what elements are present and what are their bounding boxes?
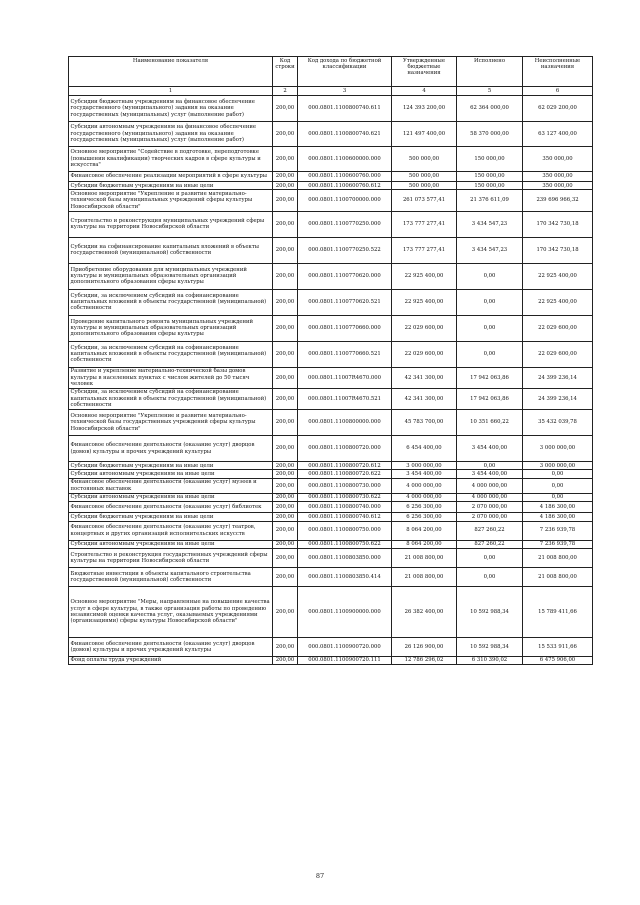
cell-approved: 500 000,00 (392, 147, 457, 172)
cell-line-code: 200,00 (273, 540, 298, 548)
report-sheet (68, 56, 592, 665)
cell-line-code: 200,00 (273, 502, 298, 513)
cell-indicator-name: Субсидии бюджетным учреждениям на иные цели (69, 182, 273, 190)
cell-indicator-name: Субсидии автономным учреждениям на иные цели (69, 470, 273, 478)
cell-unexecuted: 350 000,00 (523, 147, 593, 172)
table-row (69, 367, 593, 388)
cell-approved: 45 783 700,00 (392, 410, 457, 436)
cell-classification-code: 000.0801.1100900000.000 (298, 586, 392, 637)
cell-classification-code: 000.0801.1100800730.000 (298, 478, 392, 493)
cell-approved: 12 786 296,02 (392, 656, 457, 664)
cell-unexecuted: 21 008 800,00 (523, 548, 593, 567)
column-number: 4 (392, 87, 457, 96)
table-body (69, 96, 593, 665)
cell-line-code: 200,00 (273, 315, 298, 341)
cell-line-code: 200,00 (273, 388, 298, 409)
cell-unexecuted: 0,00 (523, 470, 593, 478)
cell-line-code: 200,00 (273, 367, 298, 388)
cell-line-code: 200,00 (273, 96, 298, 122)
cell-executed: 4 000 000,00 (457, 478, 523, 493)
cell-approved: 6 454 400,00 (392, 436, 457, 462)
cell-approved: 124 393 200,00 (392, 96, 457, 122)
table-row (69, 341, 593, 367)
cell-indicator-name: Основное мероприятие "Меры, направленные на повышение качества услуг в сфере культуры, в также организация работы по проведению независимой оценки качества услуг, оказываемых учреждениями (организациями) сферы культуры Новосибирской области" (69, 586, 273, 637)
cell-classification-code: 000.0801.1100800740.612 (298, 513, 392, 521)
cell-approved: 121 497 400,00 (392, 122, 457, 147)
cell-line-code: 200,00 (273, 493, 298, 501)
cell-executed: 2 070 000,00 (457, 513, 523, 521)
cell-unexecuted: 350 000,00 (523, 182, 593, 190)
cell-classification-code: 000.0801.1100800720.612 (298, 462, 392, 470)
cell-classification-code: 000.0801.1100600000.000 (298, 147, 392, 172)
cell-approved: 21 008 800,00 (392, 567, 457, 586)
cell-executed: 10 351 660,22 (457, 410, 523, 436)
cell-classification-code: 000.0801.1100770660.521 (298, 341, 392, 367)
cell-executed: 0,00 (457, 315, 523, 341)
table-row (69, 182, 593, 190)
cell-classification-code: 000.0801.1100900720.000 (298, 637, 392, 656)
column-number: 1 (69, 87, 273, 96)
cell-approved: 6 256 300,00 (392, 513, 457, 521)
table-row (69, 263, 593, 289)
header-approved-appropriations: Утвержденные бюджетные назначения (392, 57, 457, 87)
cell-line-code: 200,00 (273, 122, 298, 147)
cell-classification-code: 000.0801.1100900720.111 (298, 656, 392, 664)
cell-line-code: 200,00 (273, 586, 298, 637)
cell-unexecuted: 22 925 400,00 (523, 263, 593, 289)
cell-indicator-name: Развитие и укрепление материально-технической базы домов культуры в населенных пунктах с числом жителей до 50 тысяч человек (69, 367, 273, 388)
cell-unexecuted: 21 008 800,00 (523, 567, 593, 586)
cell-classification-code: 000.0801.1100800740.621 (298, 122, 392, 147)
cell-executed: 0,00 (457, 462, 523, 470)
header-line-code: Код строки (273, 57, 298, 87)
cell-unexecuted: 22 925 400,00 (523, 289, 593, 315)
cell-indicator-name: Финансовое обеспечение деятельности (оказание услуг) музеев и постоянных выставок (69, 478, 273, 493)
cell-classification-code: 000.0801.1100800740.611 (298, 96, 392, 122)
cell-indicator-name: Субсидии, за исключением субсидий на софинансирование капитальных вложений в объекты государственной (муниципальной) собственности (69, 341, 273, 367)
cell-unexecuted: 24 399 236,14 (523, 388, 593, 409)
cell-classification-code: 000.0801.1100600760.612 (298, 182, 392, 190)
table-row (69, 470, 593, 478)
page-number: 87 (315, 872, 325, 880)
cell-line-code: 200,00 (273, 567, 298, 586)
table-row (69, 540, 593, 548)
header-unexecuted-appropriations: Неисполненные назначения (523, 57, 593, 87)
cell-unexecuted: 22 029 600,00 (523, 341, 593, 367)
table-row (69, 513, 593, 521)
cell-executed: 150 000,00 (457, 147, 523, 172)
cell-unexecuted: 22 029 600,00 (523, 315, 593, 341)
cell-classification-code: 000.0801.11007R4670.000 (298, 367, 392, 388)
table-row (69, 493, 593, 501)
cell-approved: 8 064 200,00 (392, 540, 457, 548)
cell-approved: 42 341 300,00 (392, 367, 457, 388)
cell-indicator-name: Субсидии на софинансирование капитальных вложений в объекты государственной (муниципальной) собственности (69, 237, 273, 263)
cell-approved: 500 000,00 (392, 182, 457, 190)
table-row (69, 478, 593, 493)
cell-indicator-name: Субсидии бюджетным учреждениям на финансовое обеспечение государственного (муниципального) задания на оказание государственных (муниципальных) услуг (выполнение работ) (69, 96, 273, 122)
cell-indicator-name: Субсидии автономным учреждениям на иные цели (69, 540, 273, 548)
table-row (69, 586, 593, 637)
cell-unexecuted: 63 127 400,00 (523, 122, 593, 147)
cell-executed: 827 260,22 (457, 540, 523, 548)
cell-classification-code: 000.0801.1100803850.414 (298, 567, 392, 586)
cell-classification-code: 000.0801.1100700000.000 (298, 190, 392, 211)
cell-executed: 150 000,00 (457, 172, 523, 182)
cell-classification-code: 000.0801.1100800750.622 (298, 540, 392, 548)
table-row (69, 122, 593, 147)
column-number: 3 (298, 87, 392, 96)
table-row (69, 388, 593, 409)
cell-line-code: 200,00 (273, 289, 298, 315)
cell-approved: 22 029 600,00 (392, 341, 457, 367)
cell-approved: 21 008 800,00 (392, 548, 457, 567)
column-number: 5 (457, 87, 523, 96)
table-row (69, 637, 593, 656)
cell-indicator-name: Основное мероприятие "Укрепление и развитие материально-технической базы государственных учреждений сферы культуры Новосибирской области" (69, 410, 273, 436)
cell-unexecuted: 24 399 236,14 (523, 367, 593, 388)
column-number: 2 (273, 87, 298, 96)
column-number-row (69, 87, 593, 96)
cell-unexecuted: 3 000 000,00 (523, 436, 593, 462)
cell-indicator-name: Проведение капитального ремонта муниципальных учреждений культуры и муниципальных образовательных организаций дополнительного образования сферы культуры (69, 315, 273, 341)
cell-executed: 150 000,00 (457, 182, 523, 190)
cell-executed: 4 000 000,00 (457, 493, 523, 501)
cell-executed: 3 454 400,00 (457, 436, 523, 462)
cell-executed: 3 434 547,23 (457, 237, 523, 263)
header-indicator-name: Наименование показателя (69, 57, 273, 87)
cell-unexecuted: 4 186 300,00 (523, 502, 593, 513)
cell-executed: 2 070 000,00 (457, 502, 523, 513)
table-row (69, 502, 593, 513)
cell-line-code: 200,00 (273, 637, 298, 656)
cell-classification-code: 000.0801.1100770620.521 (298, 289, 392, 315)
cell-classification-code: 000.0801.1100770250.522 (298, 237, 392, 263)
cell-executed: 0,00 (457, 567, 523, 586)
table-row (69, 96, 593, 122)
cell-approved: 173 777 277,41 (392, 237, 457, 263)
cell-executed: 3 454 400,00 (457, 470, 523, 478)
cell-executed: 21 376 611,09 (457, 190, 523, 211)
cell-executed: 0,00 (457, 289, 523, 315)
cell-indicator-name: Субсидии бюджетным учреждениям на иные цели (69, 513, 273, 521)
cell-approved: 4 000 000,00 (392, 478, 457, 493)
cell-unexecuted: 350 000,00 (523, 172, 593, 182)
cell-indicator-name: Строительство и реконструкция муниципальных учреждений сферы культуры на территории Новосибирской области (69, 211, 273, 237)
table-row (69, 521, 593, 540)
cell-approved: 173 777 277,41 (392, 211, 457, 237)
cell-indicator-name: Финансовое обеспечение деятельности (оказание услуг) библиотек (69, 502, 273, 513)
cell-executed: 3 434 547,23 (457, 211, 523, 237)
cell-indicator-name: Субсидии бюджетным учреждениям на иные цели (69, 462, 273, 470)
cell-classification-code: 000.0801.1100600760.000 (298, 172, 392, 182)
table-row (69, 190, 593, 211)
cell-line-code: 200,00 (273, 263, 298, 289)
cell-approved: 8 064 200,00 (392, 521, 457, 540)
cell-indicator-name: Финансовое обеспечение деятельности (оказание услуг) театров, концертных и других организаций исполнительских искусств (69, 521, 273, 540)
cell-approved: 26 382 400,00 (392, 586, 457, 637)
table-row (69, 315, 593, 341)
table-row (69, 289, 593, 315)
cell-unexecuted: 62 029 200,00 (523, 96, 593, 122)
cell-executed: 17 942 063,86 (457, 388, 523, 409)
cell-unexecuted: 3 000 000,00 (523, 462, 593, 470)
cell-classification-code: 000.0801.1100800730.622 (298, 493, 392, 501)
table-row (69, 548, 593, 567)
cell-approved: 500 000,00 (392, 172, 457, 182)
cell-indicator-name: Фонд оплаты труда учреждений (69, 656, 273, 664)
cell-line-code: 200,00 (273, 462, 298, 470)
cell-unexecuted: 0,00 (523, 493, 593, 501)
cell-classification-code: 000.0801.1100800720.622 (298, 470, 392, 478)
cell-indicator-name: Строительство и реконструкция государственных учреждений сферы культуры на территории Новосибирской области (69, 548, 273, 567)
cell-executed: 10 592 988,34 (457, 586, 523, 637)
table-row (69, 436, 593, 462)
cell-executed: 0,00 (457, 548, 523, 567)
cell-line-code: 200,00 (273, 410, 298, 436)
cell-classification-code: 000.0801.1100770620.000 (298, 263, 392, 289)
cell-approved: 22 925 400,00 (392, 289, 457, 315)
cell-executed: 17 942 063,86 (457, 367, 523, 388)
cell-unexecuted: 170 342 730,18 (523, 237, 593, 263)
cell-approved: 22 029 600,00 (392, 315, 457, 341)
cell-unexecuted: 7 236 939,78 (523, 521, 593, 540)
cell-approved: 4 000 000,00 (392, 493, 457, 501)
table-header-row (69, 57, 593, 87)
cell-executed: 62 364 000,00 (457, 96, 523, 122)
header-budget-classification-code: Код дохода по бюджетной классификации (298, 57, 392, 87)
cell-classification-code: 000.0801.1100770660.000 (298, 315, 392, 341)
cell-unexecuted: 15 533 911,66 (523, 637, 593, 656)
cell-indicator-name: Основное мероприятие "Содействие в подготовке, переподготовке (повышении квалификации) творческих кадров в сфере культуры и искусства" (69, 147, 273, 172)
cell-line-code: 200,00 (273, 478, 298, 493)
cell-line-code: 200,00 (273, 548, 298, 567)
cell-line-code: 200,00 (273, 521, 298, 540)
cell-unexecuted: 239 696 966,32 (523, 190, 593, 211)
cell-indicator-name: Приобретение оборудования для муниципальных учреждений культуры и муниципальных образовательных организаций дополнительного образования сферы культуры (69, 263, 273, 289)
cell-indicator-name: Субсидии автономным учреждениям на иные цели (69, 493, 273, 501)
cell-unexecuted: 35 432 039,78 (523, 410, 593, 436)
cell-unexecuted: 0,00 (523, 478, 593, 493)
cell-line-code: 200,00 (273, 341, 298, 367)
cell-approved: 3 454 400,00 (392, 470, 457, 478)
cell-classification-code: 000.0801.1100803850.000 (298, 548, 392, 567)
cell-indicator-name: Основное мероприятие "Укрепление и развитие материально-технической базы муниципальных учреждений сферы культуры Новосибирской области" (69, 190, 273, 211)
cell-unexecuted: 7 236 939,78 (523, 540, 593, 548)
table-row (69, 656, 593, 664)
cell-executed: 58 370 000,00 (457, 122, 523, 147)
cell-approved: 26 126 900,00 (392, 637, 457, 656)
header-executed: Исполнено (457, 57, 523, 87)
cell-classification-code: 000.0801.1100800750.000 (298, 521, 392, 540)
budget-execution-table (68, 56, 593, 665)
cell-classification-code: 000.0801.1100800000.000 (298, 410, 392, 436)
cell-unexecuted: 170 342 730,18 (523, 211, 593, 237)
cell-line-code: 200,00 (273, 172, 298, 182)
cell-indicator-name: Финансовое обеспечение реализации мероприятий в сфере культуры (69, 172, 273, 182)
cell-indicator-name: Субсидии, за исключением субсидий на софинансирование капитальных вложений в объекты государственной (муниципальной) собственности (69, 289, 273, 315)
table-row (69, 462, 593, 470)
cell-line-code: 200,00 (273, 237, 298, 263)
table-row (69, 211, 593, 237)
cell-executed: 0,00 (457, 263, 523, 289)
cell-line-code: 200,00 (273, 147, 298, 172)
cell-indicator-name: Финансовое обеспечение деятельности (оказание услуг) дворцов (домов) культуры и прочих учреждений культуры (69, 637, 273, 656)
cell-executed: 0,00 (457, 341, 523, 367)
cell-indicator-name: Субсидии автономным учреждениям на финансовое обеспечение государственного (муниципального) задания на оказание государственных (муниципальных) услуг (выполнение работ) (69, 122, 273, 147)
cell-line-code: 200,00 (273, 190, 298, 211)
cell-approved: 3 000 000,00 (392, 462, 457, 470)
table-row (69, 147, 593, 172)
cell-classification-code: 000.0801.11007R4670.521 (298, 388, 392, 409)
cell-line-code: 200,00 (273, 470, 298, 478)
cell-classification-code: 000.0801.1100800740.000 (298, 502, 392, 513)
cell-approved: 22 925 400,00 (392, 263, 457, 289)
cell-indicator-name: Субсидии, за исключением субсидий на софинансирование капитальных вложений в объекты государственной (муниципальной) собственности (69, 388, 273, 409)
cell-approved: 6 256 300,00 (392, 502, 457, 513)
table-row (69, 567, 593, 586)
cell-line-code: 200,00 (273, 211, 298, 237)
cell-line-code: 200,00 (273, 656, 298, 664)
cell-approved: 42 341 300,00 (392, 388, 457, 409)
cell-unexecuted: 6 475 906,00 (523, 656, 593, 664)
cell-indicator-name: Бюджетные инвестиции в объекты капитального строительства государственной (муниципальной) собственности (69, 567, 273, 586)
table-row (69, 237, 593, 263)
cell-approved: 261 073 577,41 (392, 190, 457, 211)
cell-line-code: 200,00 (273, 436, 298, 462)
cell-line-code: 200,00 (273, 182, 298, 190)
cell-executed: 10 592 988,34 (457, 637, 523, 656)
cell-executed: 6 310 390,02 (457, 656, 523, 664)
cell-unexecuted: 4 186 300,00 (523, 513, 593, 521)
column-number: 6 (523, 87, 593, 96)
cell-indicator-name: Финансовое обеспечение деятельности (оказание услуг) дворцов (домов) культуры и прочих учреждений культуры (69, 436, 273, 462)
table-row (69, 172, 593, 182)
table-row (69, 410, 593, 436)
cell-executed: 827 260,22 (457, 521, 523, 540)
cell-classification-code: 000.0801.1100770250.000 (298, 211, 392, 237)
cell-unexecuted: 15 789 411,66 (523, 586, 593, 637)
cell-line-code: 200,00 (273, 513, 298, 521)
cell-classification-code: 000.0801.1100800720.000 (298, 436, 392, 462)
